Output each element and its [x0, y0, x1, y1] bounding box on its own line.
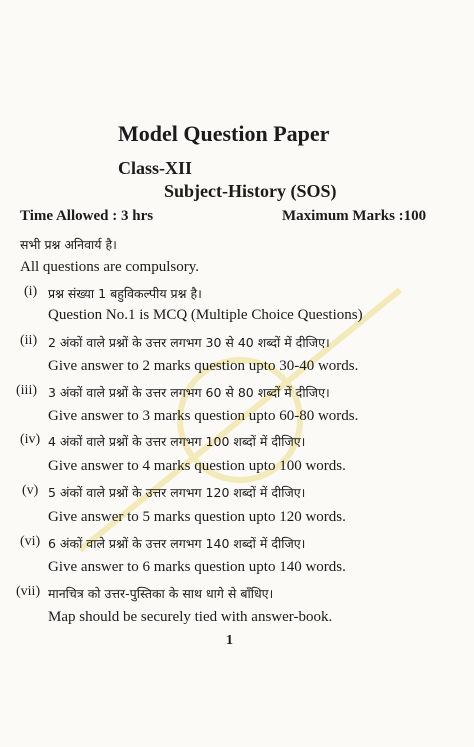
instruction-english: Give answer to 4 marks question upto 100 words. — [48, 458, 346, 474]
instruction-english: Map should be securely tied with answer-book. — [48, 609, 333, 625]
instruction-number: (vii) — [16, 584, 41, 599]
instruction-hindi: 2 अंकों वाले प्रश्नों के उत्तर लगभग 30 से 40 शब्दों में दीजिए। — [48, 335, 330, 350]
instruction-hindi: 4 अंकों वाले प्रश्नों के उत्तर लगभग 100 शब्दों में दीजिए। — [48, 434, 306, 449]
page-number: 1 — [226, 633, 233, 648]
instruction-hindi: 3 अंकों वाले प्रश्नों के उत्तर लगभग 60 से 80 शब्दों में दीजिए। — [48, 385, 330, 400]
instruction-hindi: प्रश्न संख्या 1 बहुविकल्पीय प्रश्न है। — [48, 286, 202, 301]
time-allowed: Time Allowed : 3 hrs — [20, 208, 154, 224]
instruction-number: (v) — [22, 483, 39, 498]
instruction-number: (iii) — [16, 383, 37, 398]
instruction-english: Give answer to 2 marks question upto 30-40 words. — [48, 358, 359, 374]
class-label: Class-XII — [118, 158, 193, 178]
instruction-number: (i) — [24, 284, 38, 299]
english-intro: All questions are compulsory. — [20, 259, 199, 275]
instruction-number: (ii) — [20, 333, 38, 348]
instruction-number: (iv) — [20, 432, 41, 447]
instruction-english: Give answer to 3 marks question upto 60-80 words. — [48, 408, 359, 424]
instruction-hindi: 5 अंकों वाले प्रश्नों के उत्तर लगभग 120 शब्दों में दीजिए। — [48, 485, 306, 500]
paper-title: Model Question Paper — [118, 121, 330, 146]
maximum-marks: Maximum Marks :100 — [282, 208, 427, 224]
instruction-english: Give answer to 5 marks question upto 120 words. — [48, 509, 346, 525]
subject-label: Subject-History (SOS) — [164, 181, 337, 201]
instruction-hindi: 6 अंकों वाले प्रश्नों के उत्तर लगभग 140 शब्दों में दीजिए। — [48, 536, 306, 551]
instruction-english: Question No.1 is MCQ (Multiple Choice Questions) — [48, 307, 363, 323]
instruction-english: Give answer to 6 marks question upto 140 words. — [48, 559, 346, 575]
hindi-intro: सभी प्रश्न अनिवार्य है। — [20, 237, 117, 252]
instruction-number: (vi) — [20, 534, 41, 549]
instruction-hindi: मानचित्र को उत्तर-पुस्तिका के साथ धागे से बाँधिए। — [48, 586, 274, 601]
